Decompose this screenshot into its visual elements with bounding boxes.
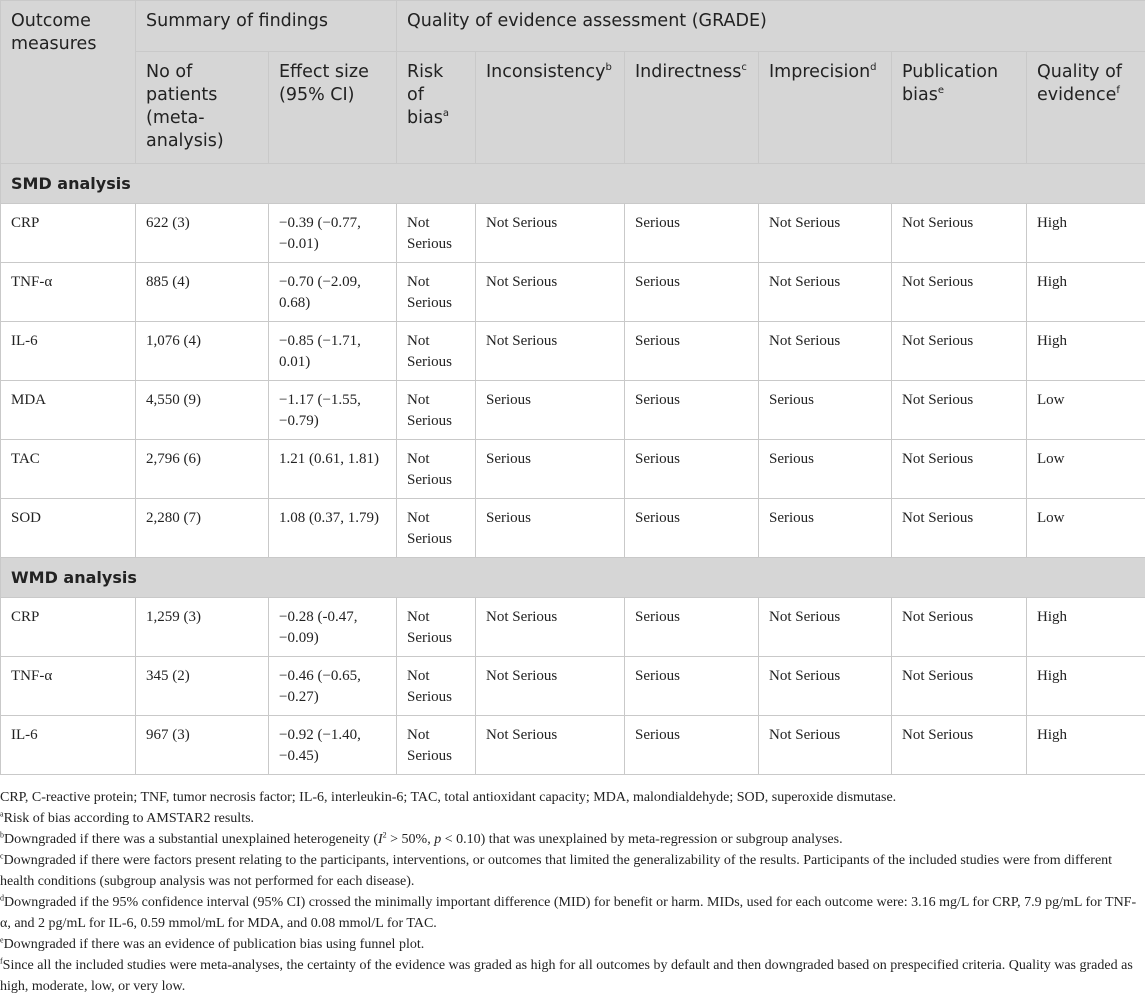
cell-inconsistency: Not Serious [476, 322, 625, 381]
cell-outcome: TNF-α [1, 657, 136, 716]
cell-patients: 622 (3) [136, 204, 269, 263]
header-inconsistency-label: Inconsistency [486, 62, 605, 82]
footnote-marker: e [0, 935, 4, 944]
cell-publication: Not Serious [892, 716, 1027, 775]
cell-patients: 4,550 (9) [136, 381, 269, 440]
cell-effect: −1.17 (−1.55, −0.79) [269, 381, 397, 440]
header-quality-of-evidence [1027, 52, 1145, 164]
footnote-text: Downgraded if there was an evidence of publication bias using funnel plot. [4, 937, 425, 952]
footnote-text: Downgraded if the 95% confidence interval (95% CI) crossed the minimally important difference (MID) for benefit or harm. MIDs, used for each outcome were: 3.16 mg/L for CRP, 7.9 pg/mL for TNF-α, and 2 pg/mL for IL-6, 0.59 mmol/mL for MDA, and 0.08 mmol/L for TAC. [0, 895, 1136, 931]
cell-quality: Low [1027, 499, 1145, 558]
footnote-marker: f [0, 956, 3, 965]
cell-inconsistency: Not Serious [476, 204, 625, 263]
footnote-marker: d [0, 893, 4, 902]
cell-quality: High [1027, 204, 1145, 263]
footnote-marker: b [0, 830, 4, 839]
cell-effect: −0.85 (−1.71, 0.01) [269, 322, 397, 381]
footnote-a [0, 808, 1140, 829]
cell-publication: Not Serious [892, 381, 1027, 440]
table-header [1, 1, 1145, 164]
cell-effect: −0.28 (-0.47, −0.09) [269, 598, 397, 657]
cell-outcome: TAC [1, 440, 136, 499]
header-outcome-measures: Outcome measures [1, 1, 136, 164]
cell-outcome: CRP [1, 598, 136, 657]
cell-risk: Not Serious [397, 440, 476, 499]
footnote-text: Downgraded if there was a substantial unexplained heterogeneity ( [4, 832, 378, 847]
footnote-marker: a [0, 809, 4, 818]
cell-publication: Not Serious [892, 657, 1027, 716]
footnote-marker: e [938, 85, 944, 96]
cell-inconsistency: Not Serious [476, 716, 625, 775]
header-indirectness [625, 52, 759, 164]
cell-risk: Not Serious [397, 204, 476, 263]
cell-indirectness: Serious [625, 381, 759, 440]
cell-publication: Not Serious [892, 263, 1027, 322]
cell-effect: −0.70 (−2.09, 0.68) [269, 263, 397, 322]
cell-risk: Not Serious [397, 716, 476, 775]
cell-effect: −0.92 (−1.40, −0.45) [269, 716, 397, 775]
cell-patients: 885 (4) [136, 263, 269, 322]
header-quality-assessment: Quality of evidence assessment (GRADE) [397, 1, 1145, 52]
cell-indirectness: Serious [625, 322, 759, 381]
cell-indirectness: Serious [625, 499, 759, 558]
footnote-marker: d [870, 62, 876, 73]
cell-imprecision: Serious [759, 499, 892, 558]
table-row [1, 263, 1145, 322]
cell-effect: −0.39 (−0.77, −0.01) [269, 204, 397, 263]
cell-publication: Not Serious [892, 204, 1027, 263]
table-row [1, 716, 1145, 775]
cell-publication: Not Serious [892, 322, 1027, 381]
section-title: SMD analysis [1, 164, 1145, 204]
cell-inconsistency: Serious [476, 381, 625, 440]
footnote-c [0, 850, 1140, 892]
cell-risk: Not Serious [397, 322, 476, 381]
cell-quality: High [1027, 322, 1145, 381]
header-quality-label: Quality of evidence [1037, 62, 1122, 105]
cell-patients: 2,280 (7) [136, 499, 269, 558]
footnote-d [0, 892, 1140, 934]
header-risk-of-bias [397, 52, 476, 164]
footnote-text: Since all the included studies were meta-analyses, the certainty of the evidence was graded as high for all outcomes by default and then downgraded based on prespecified criteria. Quality was graded as high, moderate, low, or very low. [0, 958, 1133, 994]
header-no-of-patients: No of patients (meta-analysis) [136, 52, 269, 164]
footnote-marker: a [443, 108, 449, 119]
footnote-marker: c [741, 62, 747, 73]
header-publication-bias [892, 52, 1027, 164]
cell-inconsistency: Serious [476, 499, 625, 558]
table-footnotes [0, 787, 1140, 997]
cell-imprecision: Serious [759, 381, 892, 440]
cell-risk: Not Serious [397, 263, 476, 322]
header-indirectness-label: Indirectness [635, 62, 741, 82]
cell-imprecision: Not Serious [759, 322, 892, 381]
header-imprecision-label: Imprecision [769, 62, 870, 82]
cell-indirectness: Serious [625, 716, 759, 775]
table-row [1, 440, 1145, 499]
cell-outcome: IL-6 [1, 322, 136, 381]
cell-imprecision: Not Serious [759, 204, 892, 263]
header-risk-label: Risk of bias [407, 62, 443, 128]
table-row [1, 204, 1145, 263]
cell-indirectness: Serious [625, 657, 759, 716]
cell-inconsistency: Not Serious [476, 657, 625, 716]
cell-outcome: IL-6 [1, 716, 136, 775]
cell-imprecision: Not Serious [759, 657, 892, 716]
cell-quality: High [1027, 657, 1145, 716]
table-body [1, 164, 1145, 775]
cell-effect: 1.21 (0.61, 1.81) [269, 440, 397, 499]
table-row [1, 598, 1145, 657]
section-title: WMD analysis [1, 558, 1145, 598]
footnote-text: < 0.10) that was unexplained by meta-regression or subgroup analyses. [441, 832, 842, 847]
header-publication-label: Publication bias [902, 62, 998, 105]
cell-effect: 1.08 (0.37, 1.79) [269, 499, 397, 558]
cell-imprecision: Not Serious [759, 598, 892, 657]
header-imprecision [759, 52, 892, 164]
cell-quality: High [1027, 598, 1145, 657]
table-row [1, 381, 1145, 440]
footnote-marker: b [605, 62, 611, 73]
cell-outcome: TNF-α [1, 263, 136, 322]
cell-quality: Low [1027, 440, 1145, 499]
cell-quality: High [1027, 716, 1145, 775]
header-effect-size: Effect size (95% CI) [269, 52, 397, 164]
cell-effect: −0.46 (−0.65, −0.27) [269, 657, 397, 716]
cell-risk: Not Serious [397, 381, 476, 440]
cell-risk: Not Serious [397, 499, 476, 558]
cell-publication: Not Serious [892, 499, 1027, 558]
footnote-text: > 50%, [387, 832, 435, 847]
table-row [1, 657, 1145, 716]
footnote-text: Downgraded if there were factors present relating to the participants, interventions, or outcomes that limited the generalizability of the results. Participants of the included studies were from different health conditions (subgroup analysis was not performed for each disease). [0, 853, 1112, 889]
cell-indirectness: Serious [625, 440, 759, 499]
cell-indirectness: Serious [625, 204, 759, 263]
cell-outcome: MDA [1, 381, 136, 440]
cell-inconsistency: Not Serious [476, 263, 625, 322]
footnote-marker: c [0, 851, 4, 860]
cell-publication: Not Serious [892, 598, 1027, 657]
cell-publication: Not Serious [892, 440, 1027, 499]
cell-imprecision: Not Serious [759, 263, 892, 322]
footnote-marker: f [1116, 85, 1120, 96]
footnote-p-symbol: p [434, 832, 441, 847]
cell-indirectness: Serious [625, 263, 759, 322]
footnote-b [0, 829, 1140, 850]
cell-inconsistency: Serious [476, 440, 625, 499]
cell-quality: High [1027, 263, 1145, 322]
cell-indirectness: Serious [625, 598, 759, 657]
cell-imprecision: Not Serious [759, 716, 892, 775]
header-summary-of-findings: Summary of findings [136, 1, 397, 52]
section-row-smd [1, 164, 1145, 204]
cell-patients: 2,796 (6) [136, 440, 269, 499]
superscript-two: 2 [383, 830, 387, 839]
footnote-abbreviations: CRP, C-reactive protein; TNF, tumor necrosis factor; IL-6, interleukin-6; TAC, total antioxidant capacity; MDA, malondialdehyde; SOD, superoxide dismutase. [0, 787, 1140, 808]
table-row [1, 322, 1145, 381]
section-row-wmd [1, 558, 1145, 598]
footnote-e [0, 934, 1140, 955]
cell-patients: 345 (2) [136, 657, 269, 716]
cell-risk: Not Serious [397, 598, 476, 657]
footnote-text: Risk of bias according to AMSTAR2 results. [4, 811, 254, 826]
cell-patients: 1,076 (4) [136, 322, 269, 381]
header-inconsistency [476, 52, 625, 164]
cell-outcome: CRP [1, 204, 136, 263]
cell-quality: Low [1027, 381, 1145, 440]
cell-outcome: SOD [1, 499, 136, 558]
cell-inconsistency: Not Serious [476, 598, 625, 657]
cell-patients: 1,259 (3) [136, 598, 269, 657]
cell-risk: Not Serious [397, 657, 476, 716]
table-row [1, 499, 1145, 558]
footnote-i-symbol: I [378, 832, 383, 847]
cell-imprecision: Serious [759, 440, 892, 499]
cell-patients: 967 (3) [136, 716, 269, 775]
